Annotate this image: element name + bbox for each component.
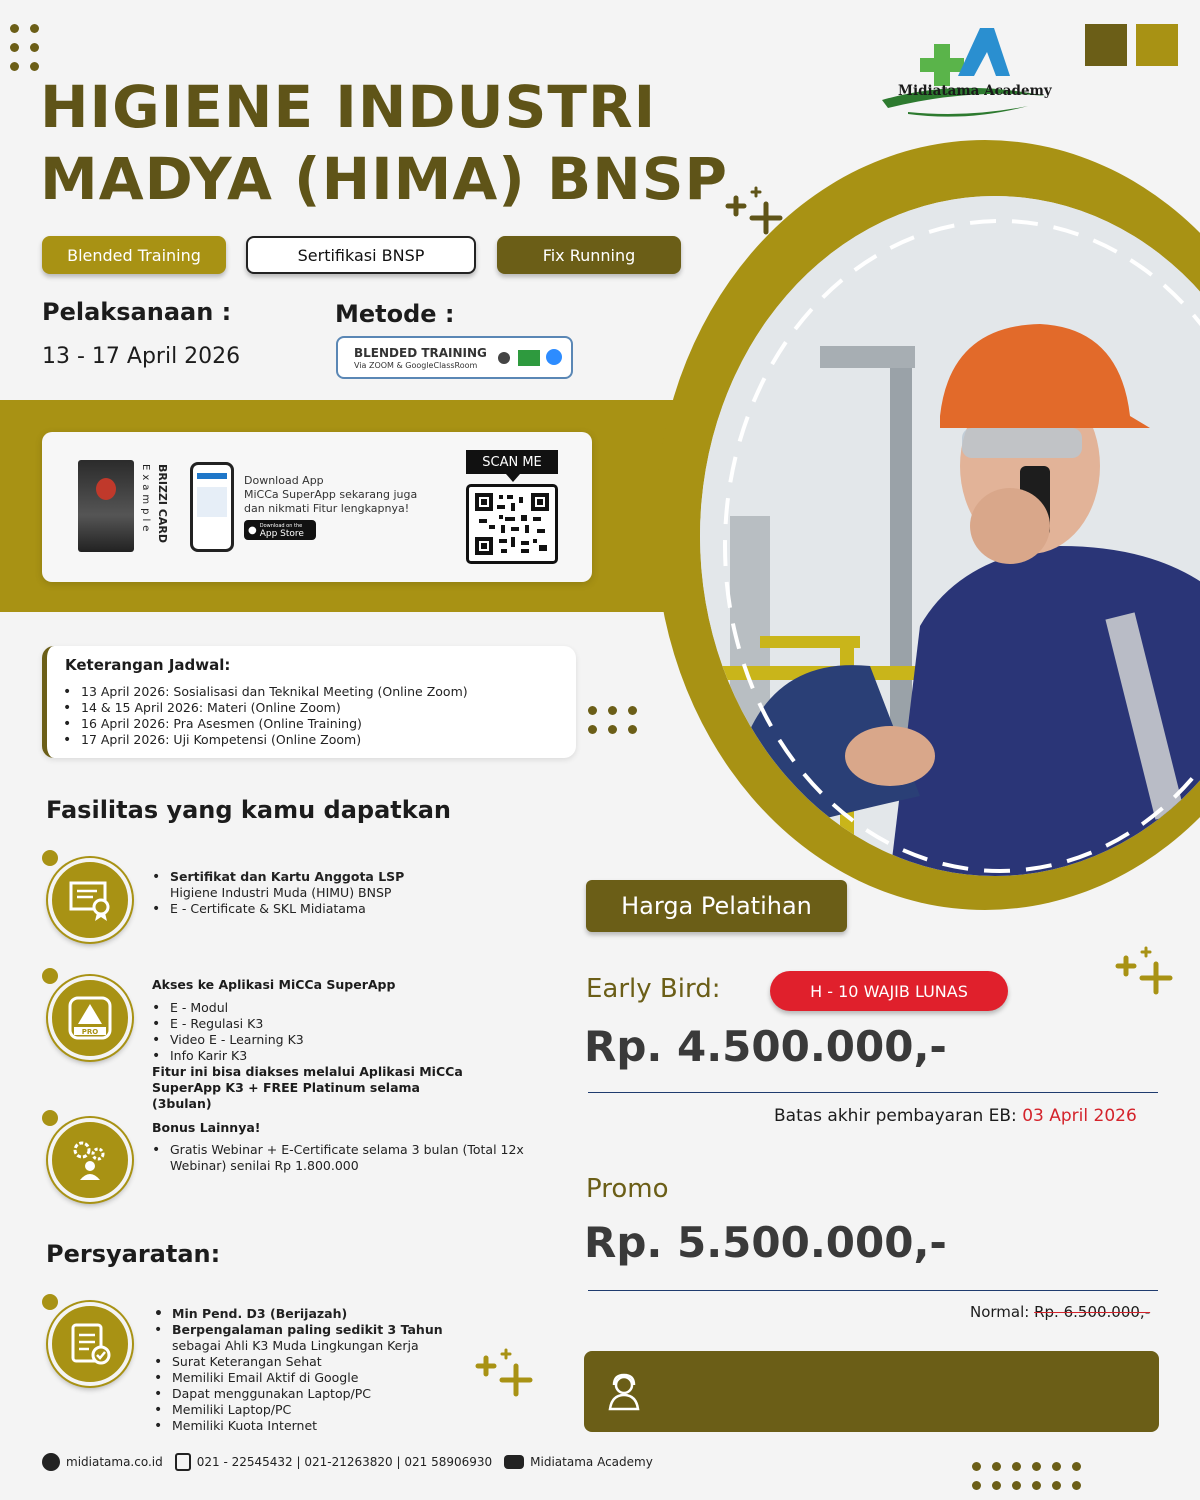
metode-badge-sub: Via ZOOM & GoogleClassRoom (354, 361, 478, 370)
decor-dots-top-left (10, 24, 40, 71)
youtube-icon (504, 1455, 524, 1469)
persyaratan-item (152, 1322, 492, 1354)
fasilitas-list-1 (150, 869, 490, 917)
app-store-label: App Store (259, 529, 304, 539)
normal-price (970, 1303, 1150, 1321)
decor-squares (1085, 24, 1127, 66)
early-bird-badge: H - 10 WAJIB LUNAS (770, 971, 1008, 1011)
fasilitas-item: • Info Karir K3 (150, 1048, 304, 1064)
classroom-icon (518, 350, 540, 366)
qr-code[interactable] (466, 484, 558, 564)
certificate-icon (67, 877, 113, 923)
fasilitas-title: Fasilitas yang kamu dapatkan (46, 796, 451, 824)
persyaratan-item: • Surat Keterangan Sehat (152, 1354, 492, 1370)
phone-mockup (190, 462, 234, 552)
scan-me-pointer (506, 474, 520, 482)
early-bird-label: Early Bird: (586, 974, 721, 1004)
fasilitas-group2-note: Fitur ini bisa diakses melalui Aplikasi MiCCa SuperApp K3 + FREE Platinum selama (3bulan) (152, 1064, 463, 1111)
fasilitas-icon-2 (48, 976, 132, 1060)
persyaratan-title: Persyaratan: (46, 1240, 221, 1268)
app-store-button[interactable] (244, 520, 316, 540)
persyaratan-item-rest: sebagai Ahli K3 Muda Lingkungan Kerja (172, 1338, 419, 1353)
fasilitas-group3-title: Bonus Lainnya! (152, 1120, 261, 1135)
micca-pro-icon (66, 994, 114, 1042)
fasilitas-item: • E - Regulasi K3 (150, 1016, 304, 1032)
jadwal-list (61, 684, 468, 748)
persyaratan-item: • Memiliki Laptop/PC (152, 1402, 492, 1418)
download-text: Download App (244, 474, 324, 487)
jadwal-item: • 17 April 2026: Uji Kompetensi (Online Zoom) (61, 732, 468, 748)
metode-badge-title: BLENDED TRAINING (354, 346, 487, 360)
camera-icon (498, 352, 510, 364)
fasilitas-item: • E - Modul (150, 1000, 304, 1016)
jadwal-item: • 13 April 2026: Sosialisasi dan Teknikal Meeting (Online Zoom) (61, 684, 468, 700)
app-promo-card (42, 432, 592, 582)
persyaratan-item: • Min Pend. D3 (Berijazah) (152, 1306, 492, 1322)
decor-squares-2 (1136, 24, 1178, 66)
persyaratan-item-bold: Berpengalaman paling sedikit 3 Tahun (172, 1322, 443, 1337)
persyaratan-item: • Memiliki Kuota Internet (152, 1418, 492, 1434)
jadwal-title: Keterangan Jadwal: (65, 656, 231, 674)
tag-fix-running: Fix Running (497, 236, 681, 274)
brizzi-card-image (78, 460, 134, 552)
download-desc: MiCCa SuperApp sekarang juga dan nikmati Fitur lengkapnya! (244, 488, 418, 515)
fasilitas-item-title: Sertifikat dan Kartu Anggota LSP (170, 869, 405, 884)
pelaksanaan-date: 13 - 17 April 2026 (42, 344, 241, 369)
app-store-small: Download on the (259, 523, 303, 529)
fasilitas-list-3 (150, 1142, 530, 1174)
brand-logo (878, 26, 1053, 121)
promo-label: Promo (586, 1174, 669, 1204)
gears-person-icon (66, 1136, 114, 1184)
bullet-dot (42, 1294, 58, 1310)
persyaratan-item: • Dapat menggunakan Laptop/PC (152, 1386, 492, 1402)
apple-icon: ● (248, 524, 257, 536)
qr-code-pattern (475, 493, 549, 555)
fasilitas-item: • Gratis Webinar + E-Certificate selama 3 bulan (Total 12x Webinar) senilai Rp 1.800.000 (150, 1142, 530, 1174)
scan-me-label: SCAN ME (466, 450, 558, 474)
tag-sertifikasi-bnsp: Sertifikasi BNSP (246, 236, 476, 274)
bullet-dot (42, 968, 58, 984)
brizzi-card-example: Example (140, 464, 151, 536)
midiatama-logo-icon (878, 26, 1053, 121)
promo-divider (588, 1290, 1158, 1291)
fasilitas-list-2 (150, 1000, 304, 1064)
fasilitas-item: • Video E - Learning K3 (150, 1032, 304, 1048)
persyaratan-list (152, 1306, 492, 1434)
brand-name: Midiatama Academy (898, 83, 1052, 99)
jadwal-item: • 16 April 2026: Pra Asesmen (Online Training) (61, 716, 468, 732)
pelaksanaan-label: Pelaksanaan : (42, 298, 232, 326)
fasilitas-item-sub: Higiene Industri Muda (HIMU) BNSP (170, 885, 392, 900)
promo-price: Rp. 5.500.000,- (584, 1218, 947, 1267)
page-title-line2: MADYA (HIMA) BNSP (40, 145, 729, 213)
sparkle-icon (474, 1348, 534, 1398)
phone-icon (175, 1453, 191, 1471)
fasilitas-item (150, 869, 490, 901)
deadline (774, 1106, 1137, 1126)
fasilitas-icon-1 (48, 858, 132, 942)
footer-phones: 021 - 22545432 | 021-21263820 | 021 58906930 (196, 1455, 493, 1469)
customer-service-icon (604, 1371, 644, 1411)
zoom-icon (546, 349, 562, 365)
early-bird-price: Rp. 4.500.000,- (584, 1022, 947, 1071)
deadline-date: 03 April 2026 (1022, 1106, 1137, 1126)
dashed-ring (700, 196, 1200, 876)
persyaratan-item: • Memiliki Email Aktif di Google (152, 1370, 492, 1386)
page-title-line1: HIGIENE INDUSTRI (40, 73, 657, 141)
deadline-label: Batas akhir pembayaran EB: (774, 1106, 1017, 1126)
early-divider (588, 1092, 1158, 1093)
footer-website[interactable]: midiatama.co.id (66, 1455, 163, 1469)
bullet-dot (42, 850, 58, 866)
bullet-dot (42, 1110, 58, 1126)
fasilitas-item: • E - Certificate & SKL Midiatama (150, 901, 490, 917)
tag-blended-training: Blended Training (42, 236, 226, 274)
globe-icon (42, 1453, 60, 1471)
harga-title: Harga Pelatihan (586, 880, 847, 932)
jadwal-item: • 14 & 15 April 2026: Materi (Online Zoom) (61, 700, 468, 716)
decor-dots-bottom (972, 1462, 1082, 1490)
fasilitas-group2-title: Akses ke Aplikasi MiCCa SuperApp (152, 977, 396, 992)
card-avatar (96, 478, 116, 500)
persyaratan-icon (48, 1302, 132, 1386)
footer-youtube[interactable]: Midiatama Academy (530, 1455, 653, 1469)
brizzi-card-label: BRIZZI CARD (156, 464, 169, 544)
checklist-icon (67, 1321, 113, 1367)
normal-label: Normal: (970, 1303, 1030, 1321)
svg-text:PRO: PRO (81, 1028, 99, 1036)
metode-label: Metode : (335, 300, 455, 328)
contact-bar[interactable] (584, 1351, 1159, 1432)
fasilitas-icon-3 (48, 1118, 132, 1202)
sparkle-icon (1112, 944, 1176, 996)
footer (42, 1452, 653, 1472)
decor-dots-mid (588, 706, 638, 734)
jadwal-card (42, 646, 576, 758)
metode-badge (336, 336, 573, 379)
normal-value: Rp. 6.500.000,- (1034, 1303, 1151, 1321)
